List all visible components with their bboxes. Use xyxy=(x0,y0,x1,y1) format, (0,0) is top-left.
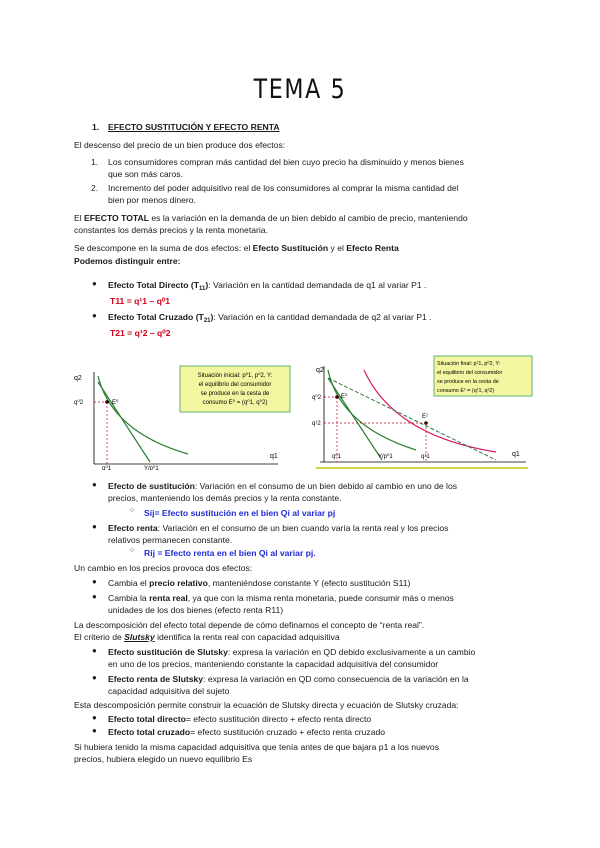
total-direct-item: Efecto total directo= efecto sustitución directo + efecto renta directo xyxy=(108,714,372,724)
bullet: ● xyxy=(92,279,97,288)
effect-1-line-2: que son más caros. xyxy=(108,169,183,179)
podemos-text: Podemos distinguir entre: xyxy=(74,256,181,266)
income-effect-line-1: Efecto renta: Variación en el consumo de un bien cuando varía la renta real y los precios xyxy=(108,523,449,533)
total-cross-item: Efecto total cruzado= efecto sustitución cruzado + efecto renta cruzado xyxy=(108,727,386,737)
y-axis-label: q2 xyxy=(74,375,82,382)
effect-2-number: 2. xyxy=(91,183,99,193)
slutsky-criterion: El criterio de Slutsky identifica la renta real con capacidad adquisitiva xyxy=(74,632,340,642)
effect-2-line-1: Incremento del poder adquisitivo real de los consumidores al comprar la misma cantidad del xyxy=(108,183,459,193)
final-text-line-2: precios, hubiera elegido un nuevo equilibrio Es xyxy=(74,754,253,764)
note-line: Situación inicial: p⁰1, p⁰2, Y: xyxy=(197,373,273,379)
slutsky-equation-text: Esta descomposición permite construir la ecuación de Slutsky directa y ecuación de Slutsky cruzada: xyxy=(74,700,459,710)
indifference-curve xyxy=(98,376,188,454)
income-effect-line-2: relativos permanecen constante. xyxy=(108,535,233,545)
x-tick-label: q⁰1 xyxy=(102,466,112,470)
initial-equilibrium-diagram xyxy=(68,362,308,470)
real-income-item-line-2: unidades de los dos bienes (efecto renta R11) xyxy=(108,605,284,615)
note-line: el equilibrio del consumidor xyxy=(437,370,503,376)
y-tick-label: q⁰2 xyxy=(312,395,322,401)
x-tick-label: q⁰1 xyxy=(332,454,342,460)
x-tick-label: q¹1 xyxy=(421,454,430,460)
section-number: 1. xyxy=(92,122,100,132)
slutsky-substitution-line-2: en uno de los precios, manteniendo constante la capacidad adquisitiva del consumidor xyxy=(108,659,439,669)
y-axis-label: q2 xyxy=(316,367,324,374)
note-line: se produce en la cesta de xyxy=(200,391,270,397)
x-tick-label: Y/p⁰1 xyxy=(144,466,159,470)
circle-bullet: ○ xyxy=(130,507,135,514)
initial-equilibrium-label: E⁰ xyxy=(341,394,348,400)
substitution-effect-line-1: Efecto de sustitución: Variación en el consumo de un bien debido al cambio en uno de los xyxy=(108,481,458,491)
substitution-effect-line-2: precios, manteniendo los demás precios y la renta constante. xyxy=(108,493,342,503)
cross-effect-formula: T21 = q¹2 – q⁰2 xyxy=(110,328,171,338)
intro-text: El descenso del precio de un bien produce dos efectos: xyxy=(74,140,286,150)
bullet: ● xyxy=(92,522,97,531)
section-heading: EFECTO SUSTITUCIÓN Y EFECTO RENTA xyxy=(108,122,280,132)
final-text-line-1: Si hubiera tenido la misma capacidad adquisitiva que tenía antes de que bajara p1 a los nuevos xyxy=(74,742,439,752)
price-change-text: Un cambio en los precios provoca dos efectos: xyxy=(74,563,253,573)
bullet: ● xyxy=(92,673,97,682)
final-equilibrium-label: E¹ xyxy=(422,414,428,420)
x-axis-label: q1 xyxy=(512,451,520,458)
decomposition-text: Se descompone en la suma de dos efectos: el Efecto Sustitución y el Efecto Renta xyxy=(74,243,399,253)
relative-price-item: Cambia el precio relativo, manteniéndose constante Y (efecto sustitución S11) xyxy=(108,578,411,588)
bullet: ● xyxy=(92,577,97,586)
final-equilibrium-diagram xyxy=(306,352,534,472)
bullet: ● xyxy=(92,713,97,722)
real-income-item: Cambia la renta real, ya que con la misma renta monetaria, puede consumir más o menos xyxy=(108,593,454,603)
note-line: el equilibrio del consumidor xyxy=(198,382,272,388)
substitution-formula: Sij= Efecto sustitución en el bien Qi al variar pj xyxy=(144,508,336,518)
effect-1-number: 1. xyxy=(91,157,99,167)
effect-2-line-2: bien por menos dinero. xyxy=(108,195,196,205)
note-line: consumo E⁰ = (q⁰1, q⁰2) xyxy=(202,400,268,406)
bullet: ● xyxy=(92,480,97,489)
initial-budget-line xyxy=(328,378,382,460)
indifference-curve-initial xyxy=(328,370,416,450)
bullet: ● xyxy=(92,311,97,320)
x-tick-label: Y/p⁰1 xyxy=(378,454,393,460)
effect-1-line-1: Los consumidores compran más cantidad del bien cuyo precio ha disminuido y menos bienes xyxy=(108,157,464,167)
cross-effect-text: Efecto Total Cruzado $(T_{21})$: Variación en la cantidad demandada de q2 al variar P1 . xyxy=(108,312,432,324)
page-title: TEMA 5 xyxy=(253,74,347,105)
x-axis-label: q1 xyxy=(270,453,278,460)
bullet: ● xyxy=(92,592,97,601)
y-tick-label: q⁰2 xyxy=(74,400,84,406)
total-effect-line-1: El EFECTO TOTAL es la variación en la demanda de un bien debido al cambio de precio, manteniendo xyxy=(74,213,468,223)
slutsky-substitution-line-1: Efecto sustitución de Slutsky: expresa la variación en QD debido exclusivamente a un cambio xyxy=(108,647,476,657)
slutsky-income-line-1: Efecto renta de Slutsky: expresa la variación en QD como consecuencia de la variación en la xyxy=(108,674,469,684)
direct-effect-text: Efecto Total Directo $(T_{11})$: Variación en la cantidad demandada de q1 al variar P1 . xyxy=(108,280,427,292)
direct-effect-formula: T11 = q¹1 – q⁰1 xyxy=(110,296,171,306)
total-effect-line-2: constantes los demás precios y la renta monetaria. xyxy=(74,225,268,235)
note-line: se produce en la cesta de xyxy=(437,379,499,385)
decomposition-note: La descomposición del efecto total depende de cómo definamos el concepto de “renta real”. xyxy=(74,620,425,630)
income-formula: Rij = Efecto renta en el bien Qi al variar pj. xyxy=(144,548,316,558)
budget-line xyxy=(98,382,150,462)
note-line: consumo E¹ = (q¹1, q¹2) xyxy=(437,388,495,394)
note-line: Situación final: p¹1, p⁰2, Y: xyxy=(437,361,501,367)
equilibrium-label: E⁰ xyxy=(112,400,119,406)
slutsky-income-line-2: capacidad adquisitiva del sujeto xyxy=(108,686,230,696)
circle-bullet: ○ xyxy=(130,547,135,554)
bullet: ● xyxy=(92,726,97,735)
bullet: ● xyxy=(92,646,97,655)
y-tick-label: q¹2 xyxy=(312,421,321,427)
